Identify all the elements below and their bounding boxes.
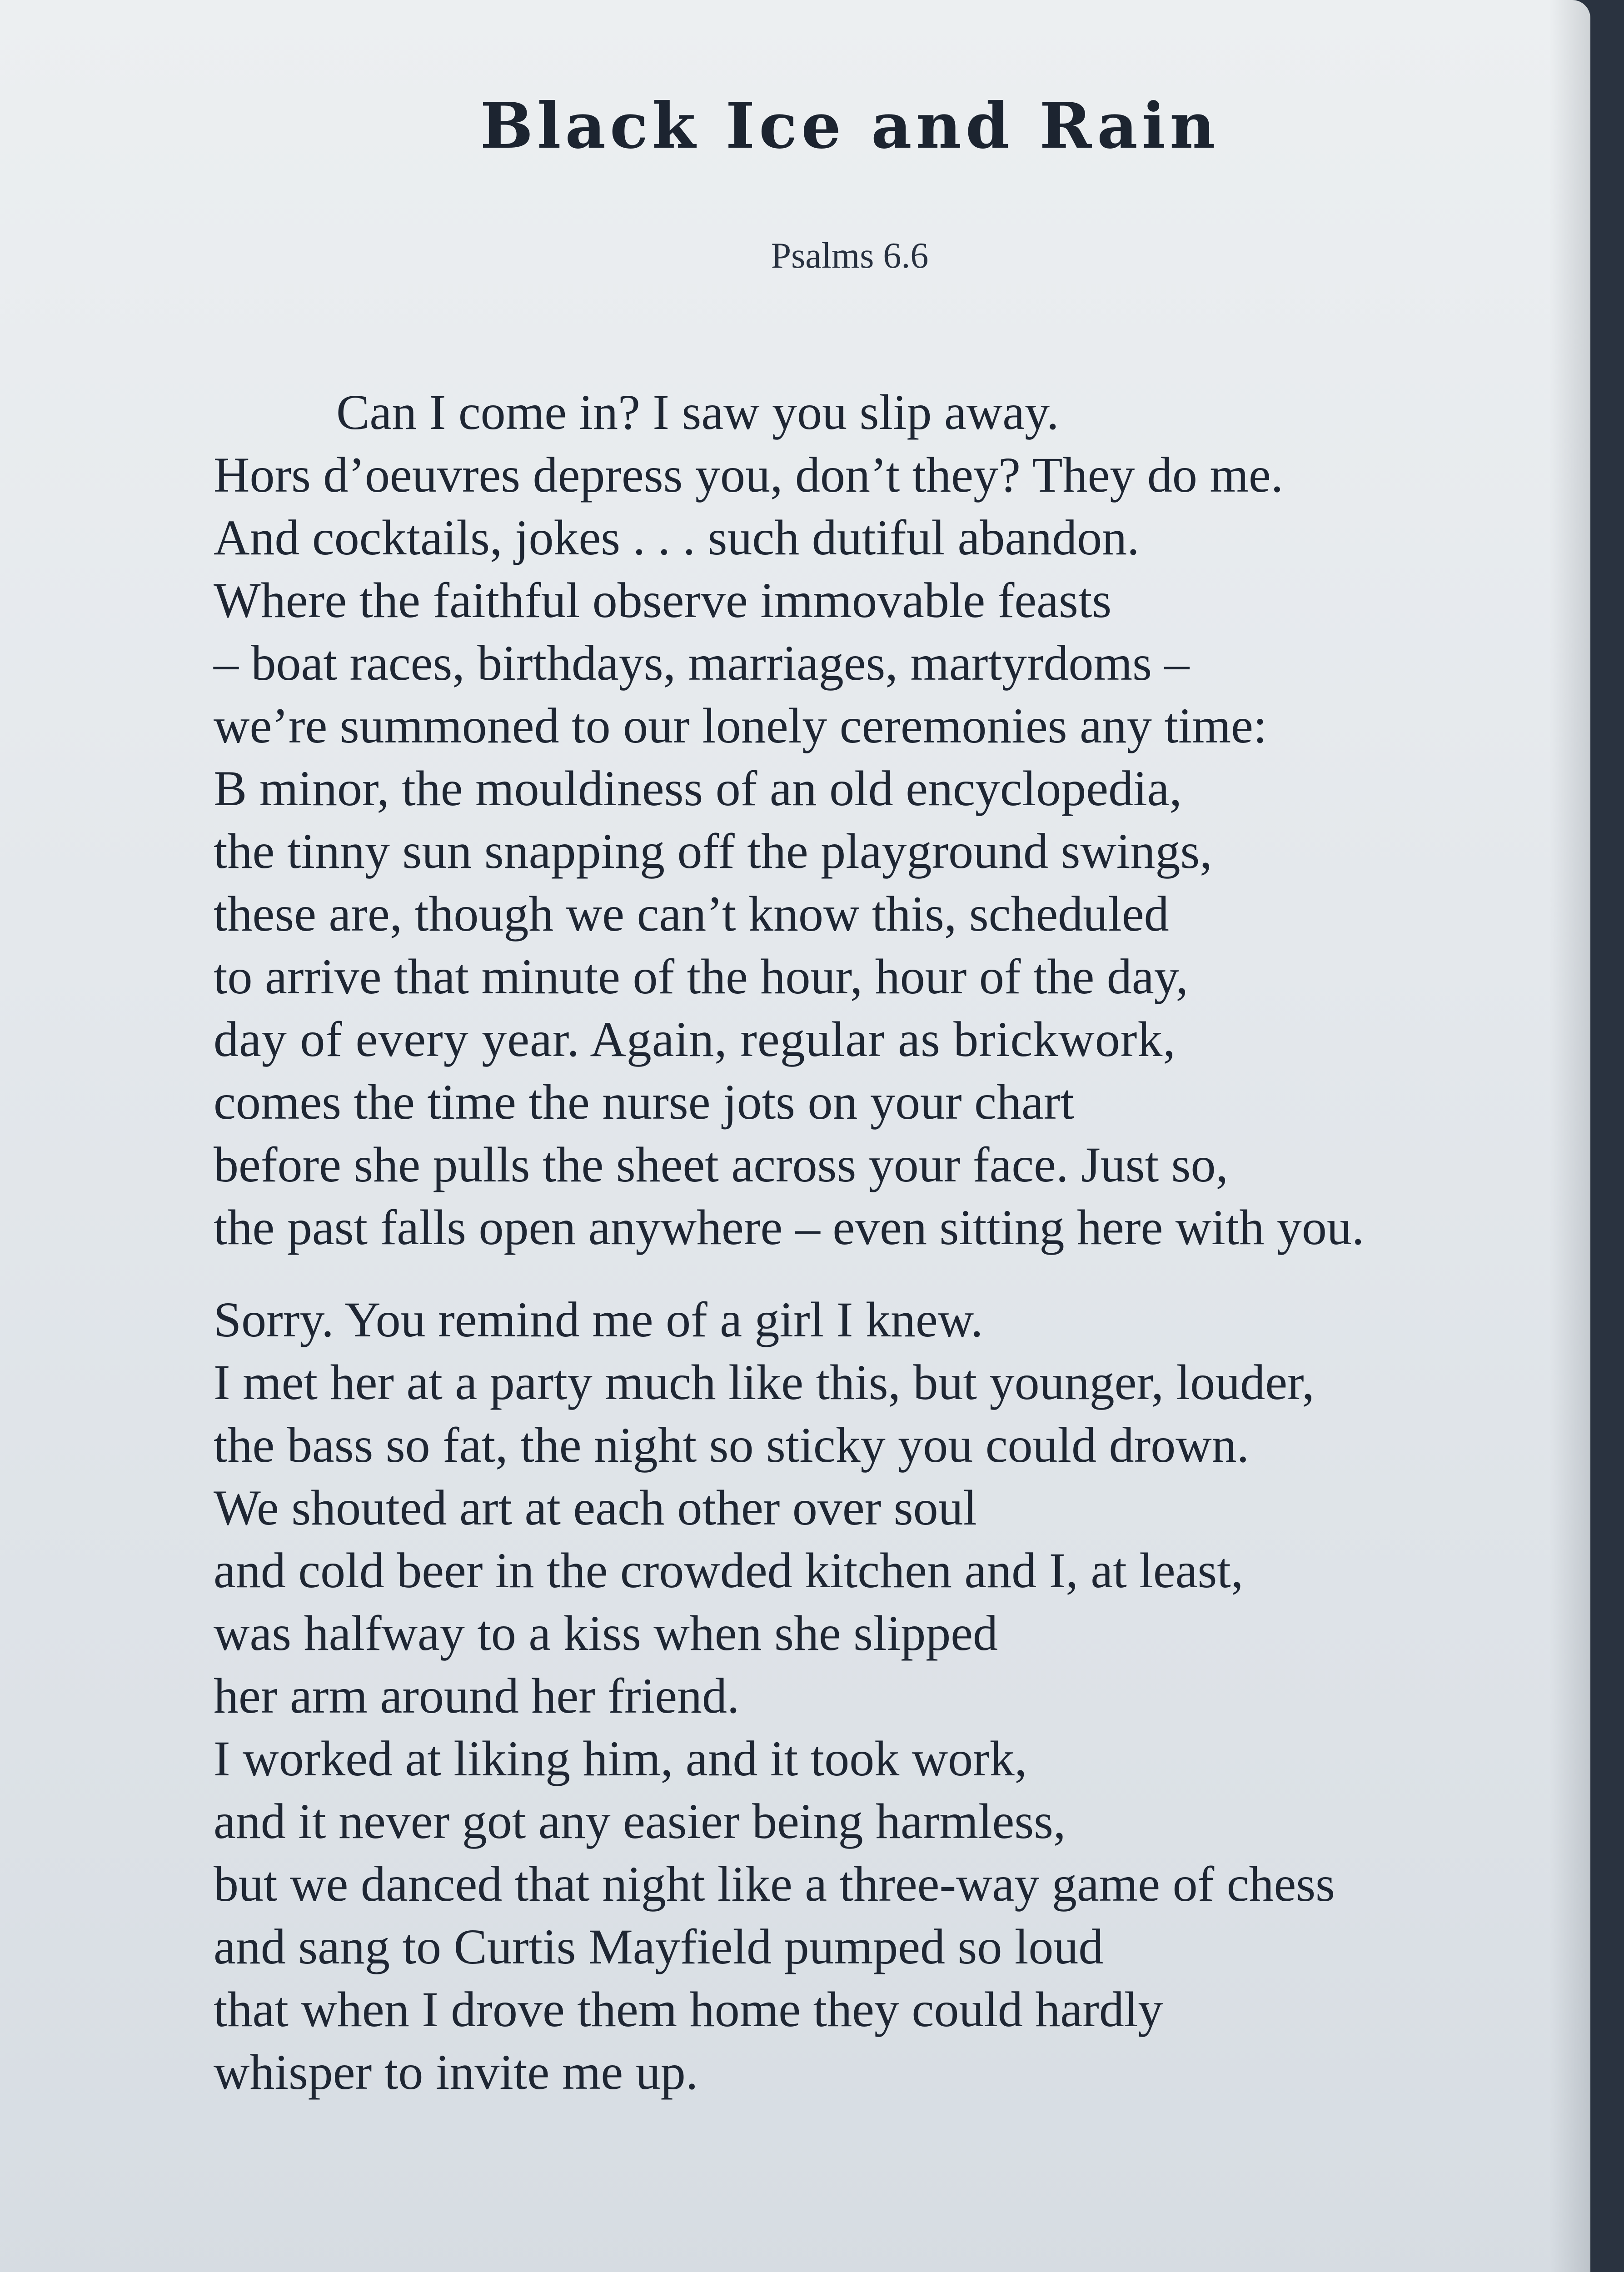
poem-line: And cocktails, jokes . . . such dutiful abandon. (214, 510, 1140, 565)
poem-line: whisper to invite me up. (214, 2044, 698, 2100)
poem-line: before she pulls the sheet across your face. Just so, (214, 1137, 1228, 1192)
poem-epigraph: Psalms 6.6 (771, 236, 929, 276)
poem-line: and sang to Curtis Mayfield pumped so loud (214, 1919, 1104, 1974)
poem-line: – boat races, birthdays, marriages, martyrdoms – (214, 635, 1190, 691)
poem-line: We shouted art at each other over soul (214, 1480, 977, 1535)
poem-line: we’re summoned to our lonely ceremonies any time: (214, 698, 1267, 753)
poem-line: I met her at a party much like this, but younger, louder, (214, 1355, 1315, 1410)
poem-line: and cold beer in the crowded kitchen and I, at least, (214, 1543, 1244, 1598)
page-curl-shadow (1549, 0, 1590, 2272)
poem-line: Hors d’oeuvres depress you, don’t they? They do me. (214, 447, 1284, 503)
poem-line: the bass so fat, the night so sticky you could drown. (214, 1417, 1250, 1473)
poem-line: these are, though we can’t know this, scheduled (214, 886, 1169, 942)
poem-line: comes the time the nurse jots on your chart (214, 1074, 1074, 1130)
stanza-2 (214, 1288, 1335, 2103)
poem-line: Can I come in? I saw you slip away. (336, 384, 1059, 440)
poem-line: her arm around her friend. (214, 1668, 740, 1724)
poem-title: Black Ice and Rain (480, 89, 1220, 163)
poem-line: I worked at liking him, and it took work, (214, 1731, 1027, 1786)
poem-line: B minor, the mouldiness of an old encyclopedia, (214, 761, 1182, 816)
poem-line: and it never got any easier being harmless, (214, 1794, 1066, 1849)
poem-line: the tinny sun snapping off the playground swings, (214, 823, 1212, 879)
poem-line: Sorry. You remind me of a girl I knew. (214, 1292, 983, 1347)
poem-line: to arrive that minute of the hour, hour of the day, (214, 949, 1189, 1004)
poem-line: the past falls open anywhere – even sitting here with you. (214, 1200, 1365, 1255)
stanza-1 (214, 381, 1364, 1259)
poem-line: Where the faithful observe immovable feasts (214, 573, 1112, 628)
poem-line: that when I drove them home they could hardly (214, 1982, 1163, 2037)
poem-line: but we danced that night like a three-way game of chess (214, 1856, 1335, 1912)
poem-line: was halfway to a kiss when she slipped (214, 1605, 998, 1661)
poem-line: day of every year. Again, regular as brickwork, (214, 1011, 1176, 1067)
